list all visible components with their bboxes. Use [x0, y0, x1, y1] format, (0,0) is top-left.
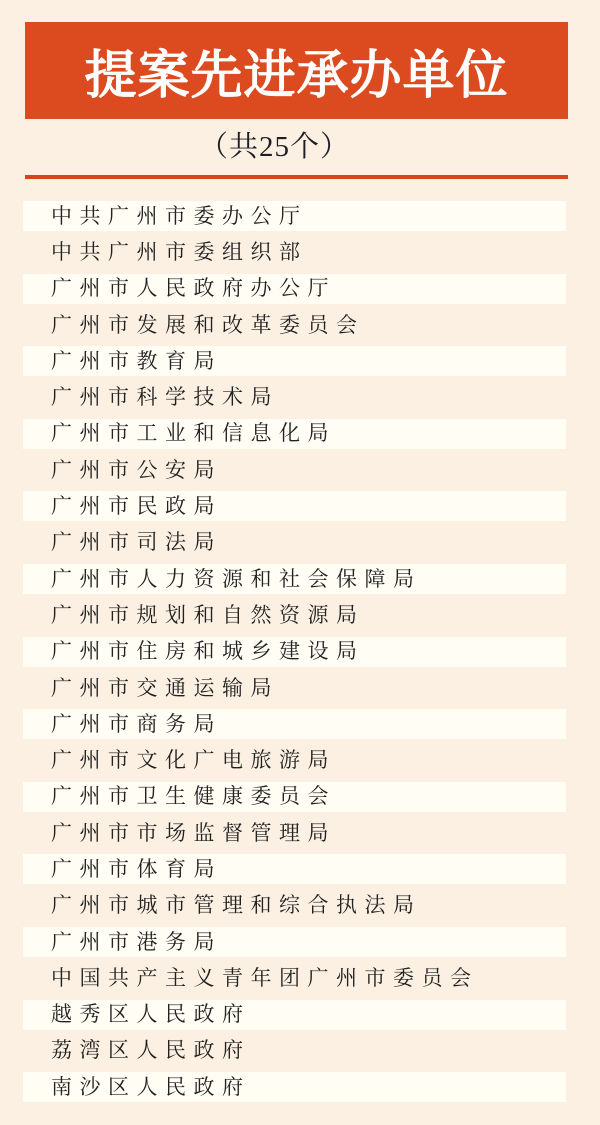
- list-item: [23, 597, 566, 633]
- list-item: [23, 924, 566, 960]
- list-item: [23, 742, 566, 778]
- list-item: [23, 416, 566, 452]
- list-item: [23, 525, 566, 561]
- unit-name: 广州市人力资源和社会保障局: [51, 566, 422, 591]
- list-item: [23, 670, 566, 706]
- list-item: [23, 561, 566, 597]
- unit-name: 广州市市场监督管理局: [51, 820, 336, 845]
- unit-name: 广州市工业和信息化局: [51, 421, 336, 446]
- unit-name: 广州市司法局: [51, 530, 222, 555]
- list-item: [23, 488, 566, 524]
- list-item: [23, 1069, 566, 1105]
- list-item: [23, 997, 566, 1033]
- unit-name: 广州市文化广电旅游局: [51, 748, 336, 773]
- unit-name: 越秀区人民政府: [51, 1002, 251, 1027]
- red-divider: [25, 175, 568, 179]
- list-item: [23, 234, 566, 270]
- unit-name: 广州市城市管理和综合执法局: [51, 893, 422, 918]
- unit-name: 中国共产主义青年团广州市委员会: [51, 965, 479, 990]
- list-item: [23, 779, 566, 815]
- page-title: 提案先进承办单位: [84, 47, 509, 105]
- unit-name: 广州市规划和自然资源局: [51, 602, 365, 627]
- unit-name: 广州市港务局: [51, 929, 222, 954]
- unit-name: 广州市发展和改革委员会: [51, 312, 365, 337]
- unit-name: 广州市商务局: [51, 711, 222, 736]
- list-item: [23, 271, 566, 307]
- subtitle-row: [25, 126, 568, 168]
- unit-name: 广州市科学技术局: [51, 385, 279, 410]
- unit-name: 广州市民政局: [51, 494, 222, 519]
- list-item: [23, 343, 566, 379]
- unit-name: 南沙区人民政府: [51, 1074, 251, 1099]
- list-item: [23, 307, 566, 343]
- unit-name: 荔湾区人民政府: [51, 1038, 251, 1063]
- unit-count-subtitle: （共25个）: [198, 130, 350, 163]
- title-banner: [25, 22, 568, 119]
- list-item: [23, 634, 566, 670]
- list-item: [23, 1033, 566, 1069]
- unit-name: 广州市公安局: [51, 457, 222, 482]
- list-item: [23, 960, 566, 996]
- unit-name: 广州市体育局: [51, 856, 222, 881]
- unit-name: 广州市卫生健康委员会: [51, 784, 336, 809]
- unit-name: 中共广州市委组织部: [51, 239, 308, 264]
- unit-list: [23, 198, 566, 1105]
- unit-name: 广州市人民政府办公厅: [51, 276, 336, 301]
- unit-name: 广州市住房和城乡建设局: [51, 639, 365, 664]
- list-item: [23, 452, 566, 488]
- list-item: [23, 851, 566, 887]
- list-item: [23, 888, 566, 924]
- list-item: [23, 815, 566, 851]
- list-item: [23, 379, 566, 415]
- list-item: [23, 198, 566, 234]
- unit-name: 中共广州市委办公厅: [51, 203, 308, 228]
- unit-name: 广州市教育局: [51, 348, 222, 373]
- list-item: [23, 706, 566, 742]
- unit-name: 广州市交通运输局: [51, 675, 279, 700]
